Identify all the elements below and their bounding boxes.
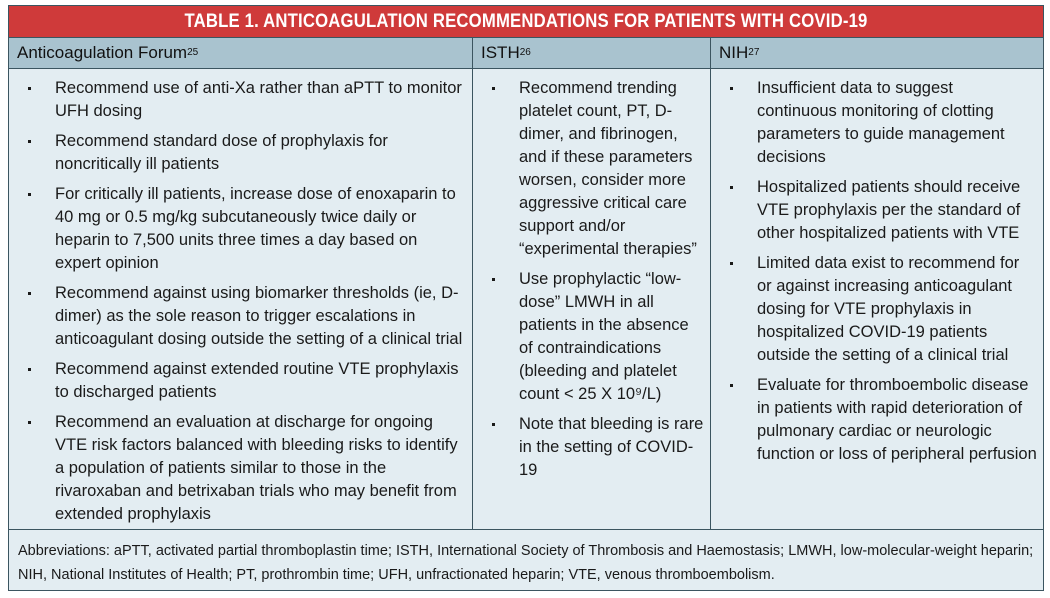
list-item: Evaluate for thromboembolic disease in patients with rapid deterioration of pulmonary cardiac or neurologic function or loss of peripheral perfusion — [711, 374, 1043, 466]
column-header-nih: NIH 27 — [719, 43, 760, 62]
list-item: For critically ill patients, increase dose of enoxaparin to 40 mg or 0.5 mg/kg subcutaneously twice daily or heparin to 7,500 units three times a day based on expert opinion — [9, 183, 472, 275]
list-item: Recommend against extended routine VTE prophylaxis to discharged patients — [9, 358, 472, 404]
list-item: Recommend against using biomarker thresholds (ie, D-dimer) as the sole reason to trigger escalations in anticoagulant dosing outside the setting of a clinical trial — [9, 282, 472, 351]
body-row — [9, 69, 1043, 530]
list-item: Recommend an evaluation at discharge for ongoing VTE risk factors balanced with bleeding risks to identify a population of patients similar to those in the rivaroxaban and betrixaban trials who may benefit from extended prophylaxis — [9, 411, 472, 526]
forum-list — [9, 77, 472, 526]
column-header-label: NIH — [719, 43, 749, 62]
list-item: Recommend trending platelet count, PT, D-dimer, and fibrinogen, and if these parameters worsen, consider more aggressive critical care support and/or “experimental therapies” — [473, 77, 710, 261]
isth-column — [473, 69, 711, 529]
isth-list — [473, 77, 710, 482]
header-row — [9, 37, 1043, 69]
nih-column — [711, 69, 1043, 529]
list-item: Recommend standard dose of prophylaxis for noncritically ill patients — [9, 130, 472, 176]
recommendations-table — [8, 5, 1044, 591]
table-title-bar — [9, 6, 1043, 37]
list-item: Limited data exist to recommend for or against increasing anticoagulant dosing for VTE prophylaxis in hospitalized COVID-19 patients outside the setting of a clinical trial — [711, 252, 1043, 367]
column-header-label: Anticoagulation Forum — [17, 43, 188, 62]
table-title: TABLE 1. ANTICOAGULATION RECOMMENDATIONS FOR PATIENTS WITH COVID-19 — [71, 6, 981, 37]
column-header-forum: Anticoagulation Forum 25 — [9, 38, 473, 68]
list-item: Insufficient data to suggest continuous monitoring of clotting parameters to guide management decisions — [711, 77, 1043, 169]
abbreviations-footnote: Abbreviations: aPTT, activated partial thromboplastin time; ISTH, International Society of Thrombosis and Haemostasis; LMWH, low-molecular-weight heparin; NIH, National Institutes of Health; PT, prothrombin time; UFH, unfractionated heparin; VTE, venous thromboembolism. — [18, 543, 1034, 583]
list-item: Hospitalized patients should receive VTE prophylaxis per the standard of other hospitalized patients with VTE — [711, 176, 1043, 245]
column-header-isth: ISTH 26 — [473, 38, 711, 68]
list-item: Recommend use of anti-Xa rather than aPTT to monitor UFH dosing — [9, 77, 472, 123]
nih-list — [711, 77, 1043, 466]
list-item: Use prophylactic “low-dose” LMWH in all patients in the absence of contraindications (bleeding and platelet count < 25 X 10⁹/L) — [473, 268, 710, 406]
column-header-label: ISTH — [481, 43, 520, 62]
forum-column — [9, 69, 473, 529]
list-item: Note that bleeding is rare in the setting of COVID-19 — [473, 413, 710, 482]
